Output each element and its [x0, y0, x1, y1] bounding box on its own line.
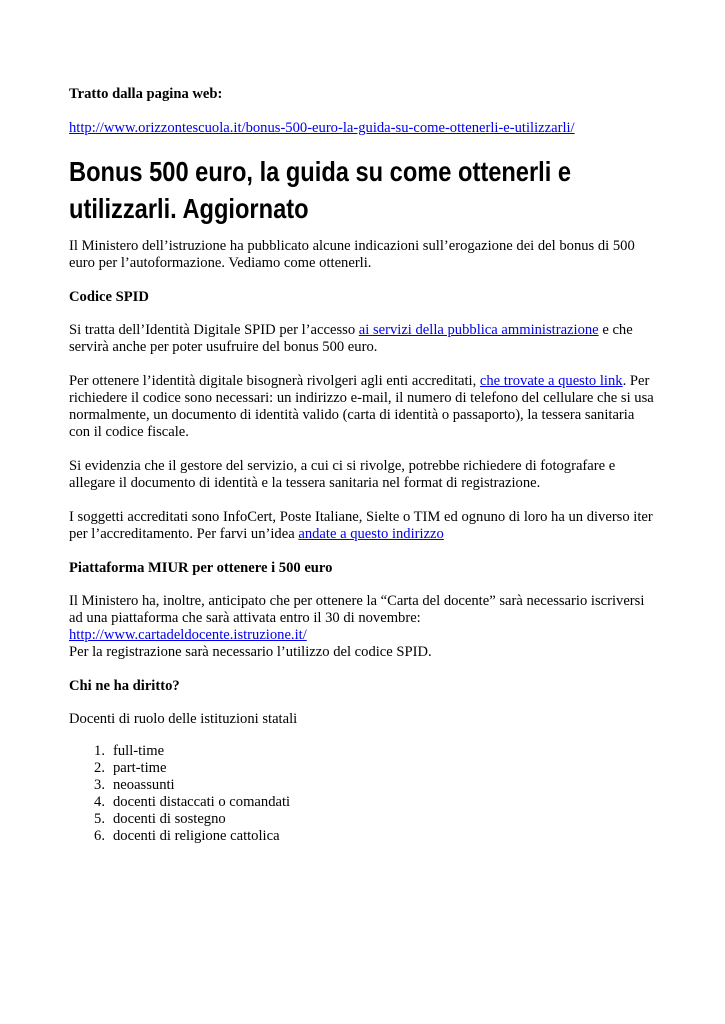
- spid-paragraph-4-line-2: per l’accreditamento. Per farvi un’idea andate a questo indirizzo: [69, 526, 444, 542]
- spid-paragraph-2-line-1: Per ottenere l’identità digitale bisognerà rivolgeri agli enti accreditati, che trovate a questo link. Per: [69, 373, 650, 389]
- list-item: 1. full-time: [94, 743, 165, 759]
- miur-line-2: ad una piattaforma che sarà attivata entro il 30 di novembre:: [69, 610, 421, 626]
- source-url-link[interactable]: http://www.orizzontescuola.it/bonus-500-euro-la-guida-su-come-ottenerli-e-utilizzarli/: [69, 120, 575, 136]
- intro-line-2: euro per l’autoformazione. Vediamo come ottenerli.: [69, 255, 372, 271]
- list-item: 6. docenti di religione cattolica: [94, 828, 280, 844]
- spid-heading: Codice SPID: [69, 289, 149, 305]
- diritto-heading: Chi ne ha diritto?: [69, 678, 180, 694]
- miur-heading: Piattaforma MIUR per ottenere i 500 euro: [69, 560, 333, 576]
- spid-paragraph-1-line-1: Si tratta dell’Identità Digitale SPID per l’accesso ai servizi della pubblica amministrazione e che: [69, 322, 633, 338]
- beneficiaries-list: [69, 743, 290, 845]
- intro-line-1: Il Ministero dell’istruzione ha pubblicato alcune indicazioni sull’erogazione dei del bonus di 500: [69, 238, 635, 254]
- carta-docente-link[interactable]: http://www.cartadeldocente.istruzione.it/: [69, 627, 307, 643]
- article-title-line-1: Bonus 500 euro, la guida su come ottenerli e: [69, 156, 572, 187]
- list-item: 2. part-time: [94, 760, 167, 776]
- miur-line-1: Il Ministero ha, inoltre, anticipato che per ottenere la “Carta del docente” sarà necessario iscriversi: [69, 593, 645, 609]
- spid-paragraph-2-line-2: richiedere il codice sono necessari: un indirizzo e-mail, il numero di telefono del cellulare che si usa: [69, 390, 654, 406]
- list-item: 3. neoassunti: [94, 777, 175, 793]
- address-link[interactable]: andate a questo indirizzo: [298, 526, 444, 542]
- source-label: Tratto dalla pagina web:: [69, 86, 223, 102]
- spid-paragraph-2-line-4: con il codice fiscale.: [69, 424, 189, 440]
- miur-line-4: Per la registrazione sarà necessario l’utilizzo del codice SPID.: [69, 644, 432, 660]
- spid-paragraph-4-line-1: I soggetti accreditati sono InfoCert, Poste Italiane, Sielte o TIM ed ognuno di loro ha un diverso iter: [69, 509, 653, 525]
- pa-services-link[interactable]: ai servizi della pubblica amministrazione: [358, 322, 599, 338]
- spid-paragraph-1-line-2: servirà anche per poter usufruire del bonus 500 euro.: [69, 339, 378, 355]
- article-title-line-2: utilizzarli. Aggiornato: [69, 193, 309, 224]
- spid-paragraph-3-line-1: Si evidenzia che il gestore del servizio, a cui ci si rivolge, potrebbe richiedere di fotografare e: [69, 458, 616, 474]
- list-item: 4. docenti distaccati o comandati: [94, 794, 291, 810]
- diritto-intro: Docenti di ruolo delle istituzioni statali: [69, 711, 298, 727]
- spid-paragraph-3-line-2: allegare il documento di identità e la tessera sanitaria nel format di registrazione.: [69, 475, 541, 491]
- spid-paragraph-2-line-3: normalmente, un documento di identità valido (carta di identità o passaporto), la tessera sanitaria: [69, 407, 635, 423]
- accredited-bodies-link[interactable]: che trovate a questo link: [479, 373, 623, 389]
- list-item: 5. docenti di sostegno: [94, 811, 226, 827]
